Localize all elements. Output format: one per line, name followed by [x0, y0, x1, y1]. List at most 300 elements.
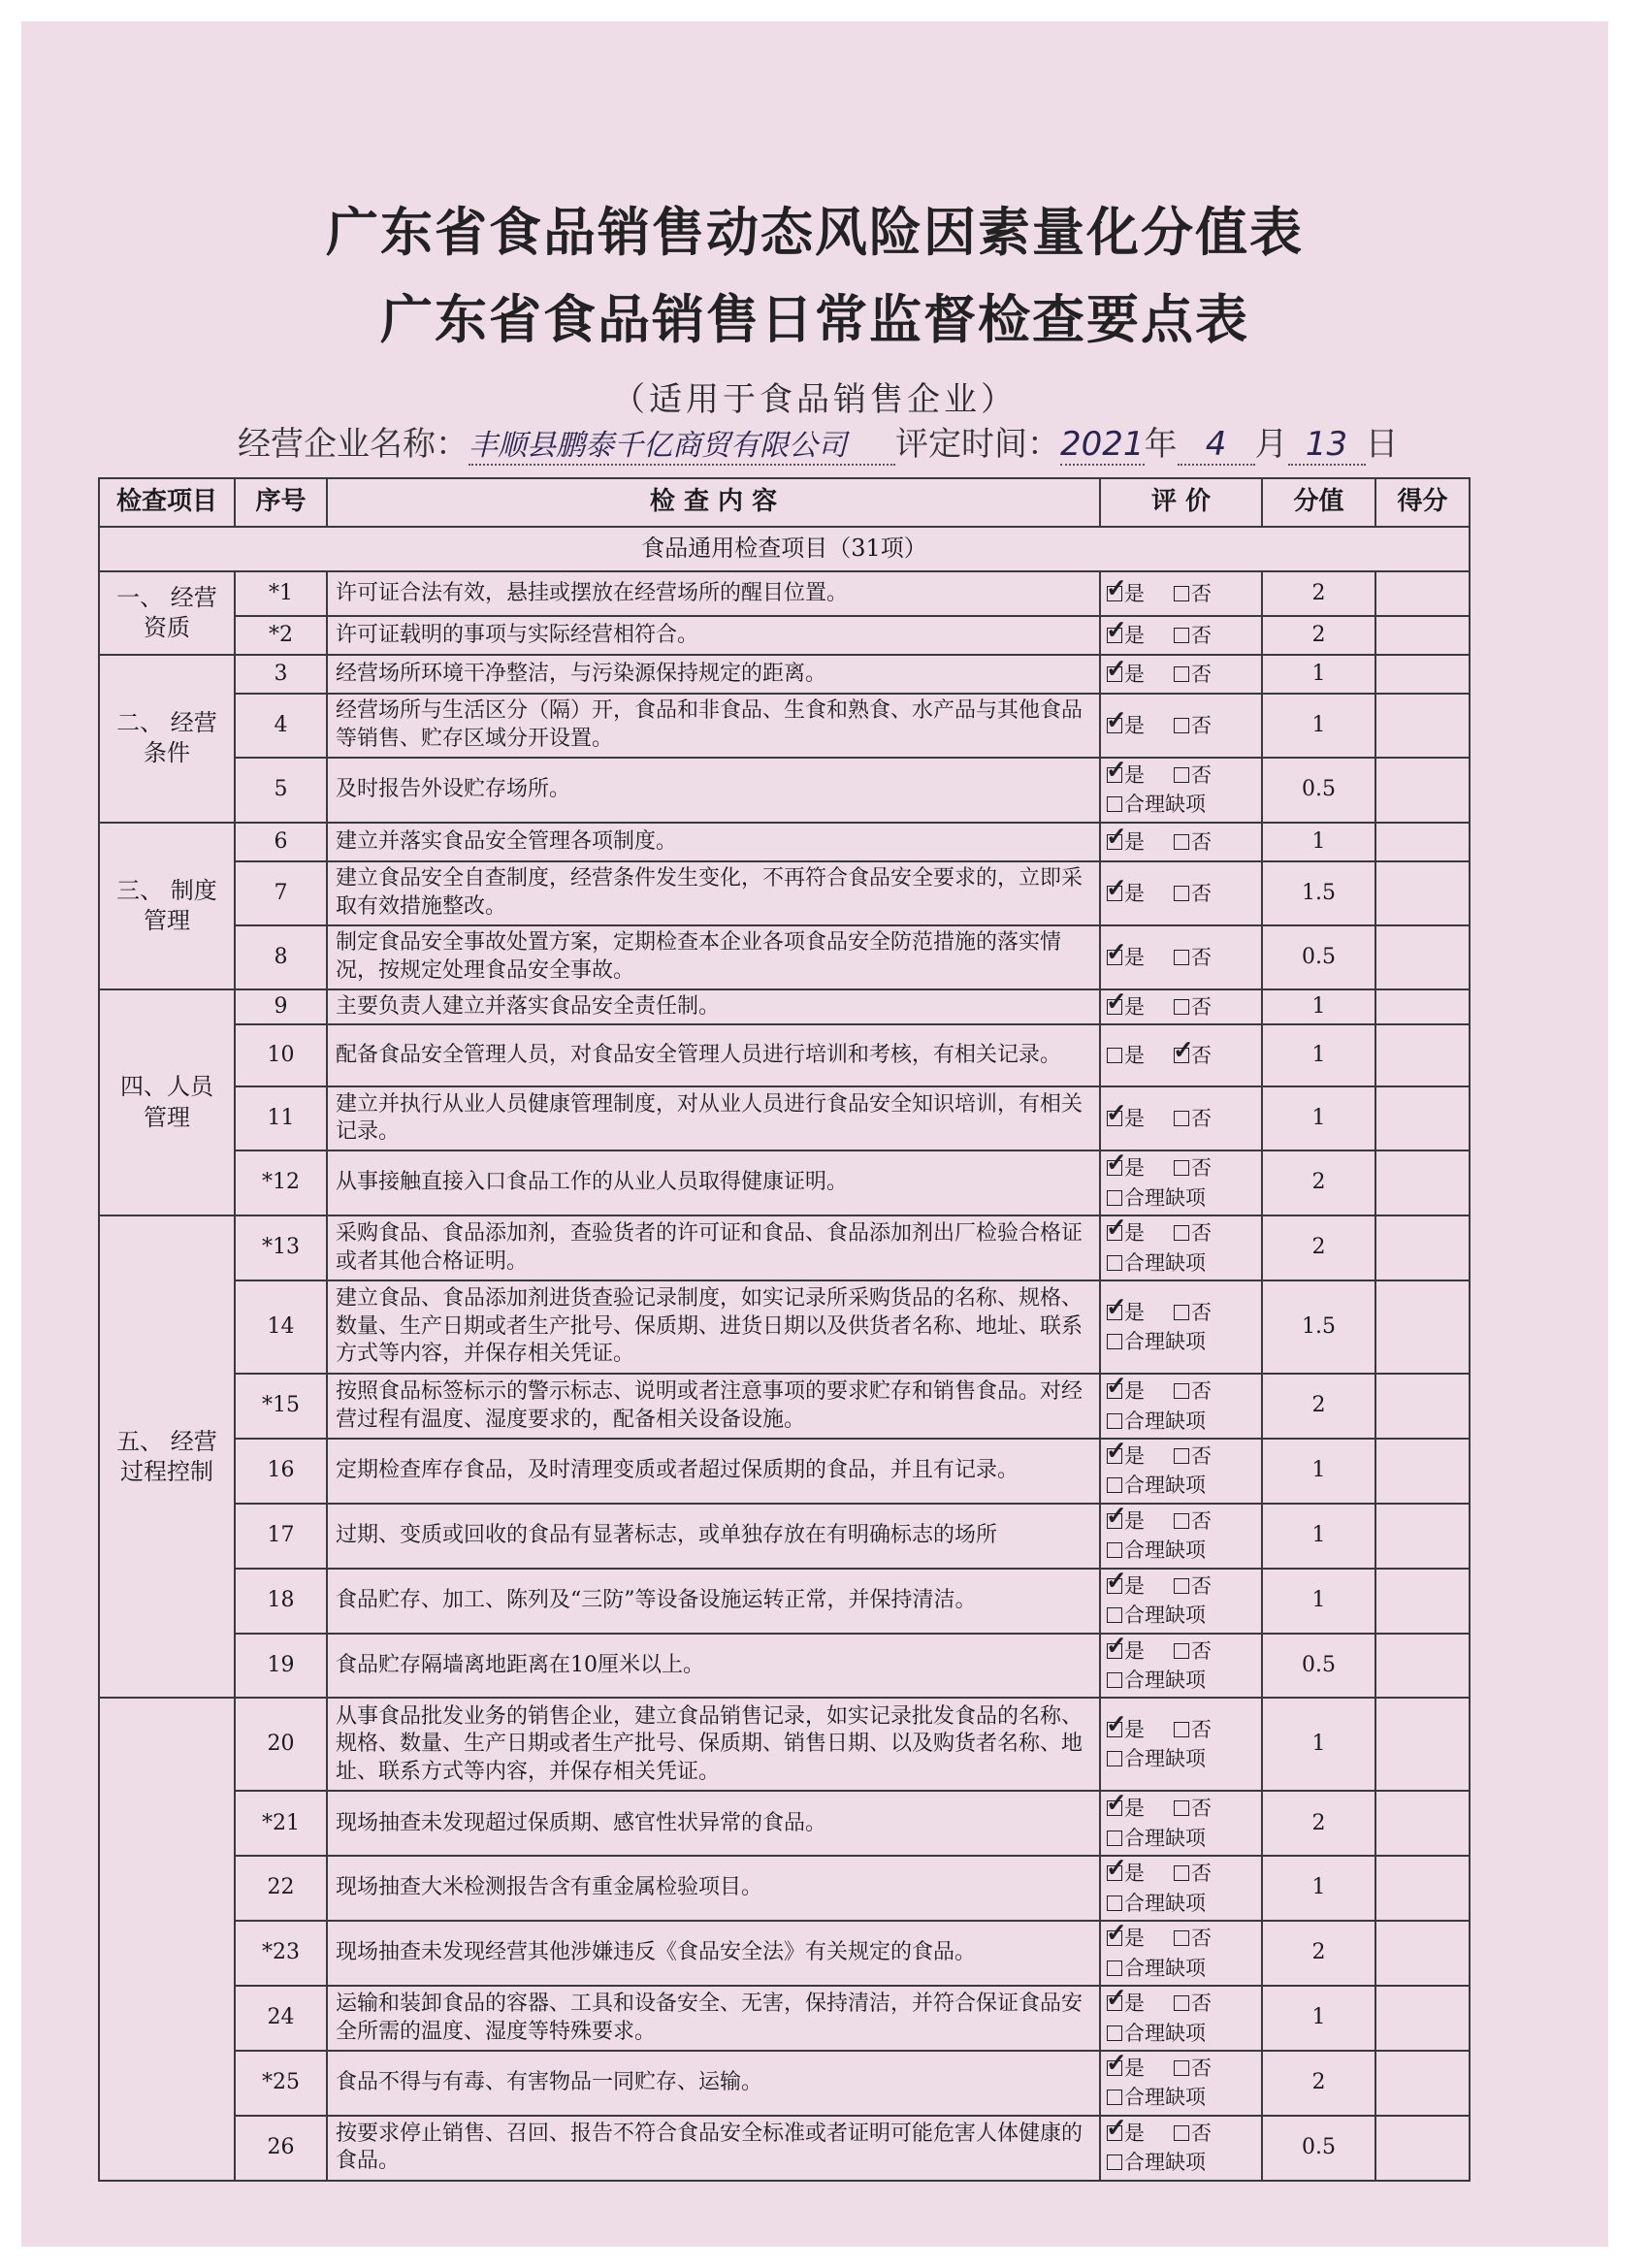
option-na[interactable]: [1107, 1536, 1206, 1565]
score-cell: 2: [1262, 1791, 1375, 1856]
option-yes[interactable]: [1107, 660, 1145, 689]
checkbox-icon[interactable]: [1107, 1190, 1122, 1206]
result-cell[interactable]: [1375, 2051, 1470, 2116]
option-no[interactable]: [1174, 2119, 1212, 2148]
option-no[interactable]: [1174, 621, 1212, 650]
checkbox-icon[interactable]: [1174, 1383, 1189, 1399]
category-cell: 三、 制度 管理: [99, 823, 235, 989]
option-label: 否: [1191, 1992, 1212, 2016]
seq-cell: 26: [235, 2116, 327, 2181]
option-label: 是: [1124, 1107, 1145, 1131]
subtitle: （适用于食品销售企业）: [612, 380, 1018, 419]
option-yes[interactable]: [1107, 1153, 1145, 1183]
score-cell: 1: [1262, 655, 1375, 694]
option-na[interactable]: [1107, 2083, 1206, 2112]
seq-cell: 7: [235, 861, 327, 925]
option-no[interactable]: [1174, 1507, 1212, 1536]
evaluation-cell: [1100, 1791, 1262, 1856]
checkbox-icon[interactable]: [1174, 666, 1189, 682]
inspection-table: [98, 477, 1471, 2182]
option-no[interactable]: [1174, 1298, 1212, 1327]
option-label: 否: [1191, 2121, 1212, 2145]
content-cell: 现场抽查未发现超过保质期、感官性状异常的食品。: [327, 1791, 1100, 1856]
result-cell[interactable]: [1375, 1569, 1470, 1634]
option-no[interactable]: [1174, 1571, 1212, 1601]
score-cell: 1.5: [1262, 1280, 1375, 1374]
checkbox-icon[interactable]: [1107, 1448, 1122, 1464]
option-label: 否: [1191, 1638, 1212, 1663]
option-na[interactable]: [1107, 1824, 1206, 1853]
category-cell: 一、 经营 资质: [99, 571, 235, 655]
option-yes[interactable]: [1107, 1442, 1145, 1471]
result-cell[interactable]: [1375, 925, 1470, 989]
checkbox-icon[interactable]: [1107, 2155, 1122, 2170]
option-yes[interactable]: [1107, 1104, 1145, 1133]
evaluation-cell: [1100, 655, 1262, 694]
checkbox-icon[interactable]: [1107, 2025, 1122, 2041]
option-yes[interactable]: [1107, 827, 1145, 857]
option-no[interactable]: [1174, 1989, 1212, 2018]
checkbox-icon[interactable]: [1174, 834, 1189, 850]
table-row: [99, 1569, 1470, 1634]
checkbox-icon[interactable]: [1174, 950, 1189, 965]
checkbox-icon[interactable]: [1107, 1722, 1122, 1737]
checkbox-icon[interactable]: [1174, 1048, 1189, 1063]
option-label: 否: [1191, 1221, 1212, 1246]
checkbox-icon[interactable]: [1107, 1607, 1122, 1623]
table-row: [99, 694, 1470, 758]
checkbox-icon[interactable]: [1174, 1111, 1189, 1126]
option-label: 否: [1191, 881, 1212, 905]
seq-cell: 20: [235, 1698, 327, 1791]
option-yes[interactable]: [1107, 761, 1145, 790]
checkbox-icon[interactable]: [1174, 628, 1189, 643]
option-yes[interactable]: [1107, 2054, 1145, 2083]
option-yes[interactable]: [1107, 1218, 1145, 1247]
checkbox-icon[interactable]: [1107, 1751, 1122, 1766]
checkbox-icon[interactable]: [1107, 1477, 1122, 1493]
seq-cell: 10: [235, 1024, 327, 1086]
option-no[interactable]: [1174, 879, 1212, 908]
table-row: [99, 616, 1470, 655]
checkbox-icon[interactable]: [1107, 1383, 1122, 1399]
result-cell[interactable]: [1375, 1856, 1470, 1921]
checkbox-icon[interactable]: [1174, 2125, 1189, 2141]
option-label: 是: [1124, 1927, 1145, 1951]
table-row: [99, 823, 1470, 861]
option-no[interactable]: [1174, 1153, 1212, 1183]
content-cell: 现场抽查大米检测报告含有重金属检验项目。: [327, 1856, 1100, 1921]
option-no[interactable]: [1174, 579, 1212, 608]
content-cell: 许可证合法有效，悬挂或摆放在经营场所的醒目位置。: [327, 571, 1100, 616]
checkbox-icon[interactable]: [1174, 718, 1189, 733]
content-cell: 许可证载明的事项与实际经营相符合。: [327, 616, 1100, 655]
table-row: [99, 1150, 1470, 1215]
content-cell: 运输和装卸食品的容器、工具和设备安全、无害，保持清洁，并符合保证食品安全所需的温度、湿度等特殊要求。: [327, 1986, 1100, 2051]
option-na[interactable]: [1107, 790, 1206, 819]
checkbox-icon[interactable]: [1107, 1960, 1122, 1976]
table-row: [99, 2116, 1470, 2181]
score-cell: 0.5: [1262, 2116, 1375, 2181]
option-yes[interactable]: [1107, 711, 1145, 740]
option-yes[interactable]: [1107, 879, 1145, 908]
option-na[interactable]: [1107, 1327, 1206, 1356]
seq-cell: *12: [235, 1150, 327, 1215]
option-no[interactable]: [1174, 827, 1212, 857]
result-cell[interactable]: [1375, 823, 1470, 861]
evaluation-cell: [1100, 616, 1262, 655]
checkbox-icon[interactable]: [1107, 1895, 1122, 1911]
checkbox-icon[interactable]: [1107, 1160, 1122, 1176]
checkbox-icon[interactable]: [1107, 1334, 1122, 1349]
option-no[interactable]: [1174, 660, 1212, 689]
checkbox-icon[interactable]: [1107, 628, 1122, 643]
option-no[interactable]: [1174, 1104, 1212, 1133]
seq-cell: *23: [235, 1921, 327, 1986]
option-yes[interactable]: [1107, 992, 1145, 1021]
table-row: [99, 989, 1470, 1024]
content-cell: 配备食品安全管理人员，对食品安全管理人员进行培训和考核，有相关记录。: [327, 1024, 1100, 1086]
option-label: 是: [1124, 994, 1145, 1019]
checkbox-icon[interactable]: [1107, 2090, 1122, 2105]
content-cell: 经营场所环境干净整洁，与污染源保持规定的距离。: [327, 655, 1100, 694]
evaluation-cell: [1100, 861, 1262, 925]
checkbox-icon[interactable]: [1107, 1995, 1122, 2011]
checkbox-icon[interactable]: [1107, 1831, 1122, 1846]
option-label: 合理缺项: [1124, 1747, 1206, 1771]
result-cell[interactable]: [1375, 1150, 1470, 1215]
option-label: 否: [1191, 1573, 1212, 1598]
result-cell[interactable]: [1375, 1374, 1470, 1439]
seq-cell: 11: [235, 1086, 327, 1150]
checkbox-icon[interactable]: [1174, 1930, 1189, 1946]
result-cell[interactable]: [1375, 1086, 1470, 1150]
checkbox-icon[interactable]: [1107, 1800, 1122, 1816]
evaluation-cell: [1100, 1150, 1262, 1215]
option-na[interactable]: [1107, 1666, 1206, 1695]
company-label: 经营企业名称：: [238, 425, 469, 464]
checkbox-icon[interactable]: [1174, 1995, 1189, 2011]
score-cell: 2: [1262, 1150, 1375, 1215]
result-cell[interactable]: [1375, 1986, 1470, 2051]
option-na[interactable]: [1107, 1248, 1206, 1278]
option-label: 是: [1124, 1300, 1145, 1324]
option-yes[interactable]: [1107, 1571, 1145, 1601]
checkbox-icon[interactable]: [1174, 767, 1189, 783]
category-cell: [99, 1698, 235, 2180]
seq-cell: *21: [235, 1791, 327, 1856]
content-cell: 现场抽查未发现经营其他涉嫌违反《食品安全法》有关规定的食品。: [327, 1921, 1100, 1986]
checkbox-icon[interactable]: [1107, 1513, 1122, 1529]
checkbox-icon[interactable]: [1107, 950, 1122, 965]
content-cell: 食品贮存隔墙离地距离在10厘米以上。: [327, 1634, 1100, 1699]
checkbox-icon[interactable]: [1107, 2125, 1122, 2141]
option-no[interactable]: [1174, 761, 1212, 790]
evaluation-cell: [1100, 2116, 1262, 2181]
score-cell: 2: [1262, 1215, 1375, 1280]
option-label: 是: [1124, 1638, 1145, 1663]
evaluation-cell: [1100, 1280, 1262, 1374]
result-cell[interactable]: [1375, 758, 1470, 823]
option-no[interactable]: [1174, 1794, 1212, 1823]
result-cell[interactable]: [1375, 1215, 1470, 1280]
option-label: 是: [1124, 763, 1145, 787]
score-cell: 1: [1262, 1986, 1375, 2051]
option-label: 是: [1124, 1156, 1145, 1181]
header-score: 分值: [1262, 478, 1375, 527]
year-unit: 年: [1144, 425, 1178, 464]
option-yes[interactable]: [1107, 1715, 1145, 1744]
checkbox-icon[interactable]: [1107, 1643, 1122, 1659]
option-no[interactable]: [1174, 1377, 1212, 1406]
checkbox-icon[interactable]: [1174, 1160, 1189, 1176]
score-cell: 1: [1262, 694, 1375, 758]
content-cell: 建立食品、食品添加剂进货查验记录制度，如实记录所采购货品的名称、规格、数量、生产日期或者生产批号、保质期、进货日期以及供货者名称、地址、联系方式等内容，并保存相关凭证。: [327, 1280, 1100, 1374]
option-na[interactable]: [1107, 1601, 1206, 1630]
option-no[interactable]: [1174, 711, 1212, 740]
option-label: 合理缺项: [1124, 1185, 1206, 1210]
content-cell: 定期检查库存食品，及时清理变质或者超过保质期的食品，并且有记录。: [327, 1439, 1100, 1504]
option-no[interactable]: [1174, 1636, 1212, 1666]
table-row: [99, 1791, 1470, 1856]
option-yes[interactable]: [1107, 621, 1145, 650]
checkbox-icon[interactable]: [1174, 1305, 1189, 1320]
date-year: 2021: [1060, 425, 1145, 464]
date-month: 4: [1178, 425, 1255, 466]
checkbox-icon[interactable]: [1107, 1865, 1122, 1881]
option-na[interactable]: [1107, 2148, 1206, 2177]
option-na[interactable]: [1107, 2019, 1206, 2048]
header-category: 检查项目: [99, 478, 235, 527]
evaluation-cell: [1100, 925, 1262, 989]
result-cell[interactable]: [1375, 616, 1470, 655]
table-row: [99, 1634, 1470, 1699]
option-label: 合理缺项: [1124, 793, 1206, 817]
month-unit: 月: [1254, 425, 1288, 464]
checkbox-icon[interactable]: [1107, 718, 1122, 733]
checkbox-icon[interactable]: [1174, 1513, 1189, 1529]
option-yes[interactable]: [1107, 1377, 1145, 1406]
option-label: 是: [1124, 581, 1145, 605]
table-row: [99, 925, 1470, 989]
option-na[interactable]: [1107, 1889, 1206, 1918]
option-no[interactable]: [1174, 2054, 1212, 2083]
option-label: 否: [1191, 1156, 1212, 1181]
checkbox-icon[interactable]: [1174, 1225, 1189, 1241]
option-yes[interactable]: [1107, 1794, 1145, 1823]
option-yes[interactable]: [1107, 1507, 1145, 1536]
option-label: 合理缺项: [1124, 2086, 1206, 2110]
score-cell: 1: [1262, 823, 1375, 861]
checkbox-icon[interactable]: [1107, 2060, 1122, 2076]
option-na[interactable]: [1107, 1183, 1206, 1213]
evaluation-cell: [1100, 1921, 1262, 1986]
option-label: 合理缺项: [1124, 1604, 1206, 1628]
option-label: 是: [1124, 1508, 1145, 1533]
option-label: 是: [1124, 1862, 1145, 1886]
option-label: 是: [1124, 2056, 1145, 2080]
checkbox-icon[interactable]: [1107, 1255, 1122, 1271]
evaluation-cell: [1100, 1569, 1262, 1634]
option-label: 否: [1191, 1107, 1212, 1131]
result-cell[interactable]: [1375, 1504, 1470, 1569]
result-cell[interactable]: [1375, 1698, 1470, 1791]
title-1: 广东省食品销售动态风险因素量化分值表: [326, 202, 1304, 263]
content-cell: 主要负责人建立并落实食品安全责任制。: [327, 989, 1100, 1024]
evaluation-cell: [1100, 1634, 1262, 1699]
table-row: [99, 1698, 1470, 1791]
option-no[interactable]: [1174, 1859, 1212, 1888]
checkbox-icon[interactable]: [1174, 1448, 1189, 1464]
result-cell[interactable]: [1375, 861, 1470, 925]
date-day: 13: [1288, 425, 1366, 466]
seq-cell: 22: [235, 1856, 327, 1921]
option-label: 合理缺项: [1124, 1891, 1206, 1915]
checkbox-icon[interactable]: [1174, 1722, 1189, 1737]
table-row: [99, 655, 1470, 694]
content-cell: 经营场所与生活区分（隔）开，食品和非食品、生食和熟食、水产品与其他食品等销售、贮存区域分开设置。: [327, 694, 1100, 758]
option-yes[interactable]: [1107, 1989, 1145, 2018]
option-label: 是: [1124, 623, 1145, 647]
result-cell[interactable]: [1375, 1439, 1470, 1504]
result-cell[interactable]: [1375, 2116, 1470, 2181]
checkbox-icon[interactable]: [1107, 1672, 1122, 1688]
option-yes[interactable]: [1107, 1298, 1145, 1327]
option-label: 合理缺项: [1124, 2151, 1206, 2175]
option-yes[interactable]: [1107, 1924, 1145, 1953]
option-label: 是: [1124, 2121, 1145, 2145]
checkbox-icon[interactable]: [1107, 1048, 1122, 1063]
evaluation-cell: [1100, 571, 1262, 616]
score-cell: 2: [1262, 1921, 1375, 1986]
evaluation-cell: [1100, 694, 1262, 758]
header-result: 得分: [1375, 478, 1470, 527]
score-cell: 1: [1262, 1504, 1375, 1569]
section-title: 食品通用检查项目（31项）: [99, 527, 1470, 571]
option-no[interactable]: [1174, 1442, 1212, 1471]
evaluation-cell: [1100, 1086, 1262, 1150]
option-label: 否: [1191, 945, 1212, 969]
checkbox-icon[interactable]: [1107, 796, 1122, 812]
option-no[interactable]: [1174, 1924, 1212, 1953]
checkbox-icon[interactable]: [1107, 767, 1122, 783]
table-row: [99, 1215, 1470, 1280]
score-cell: 2: [1262, 616, 1375, 655]
checkbox-icon[interactable]: [1174, 886, 1189, 901]
option-label: 否: [1191, 1508, 1212, 1533]
result-cell[interactable]: [1375, 655, 1470, 694]
option-label: 是: [1124, 1992, 1145, 2016]
content-cell: 从事食品批发业务的销售企业，建立食品销售记录，如实记录批发食品的名称、规格、数量、生产日期或者生产批号、保质期、销售日期、以及购货者名称、地址、联系方式等内容，并保存相关凭证。: [327, 1698, 1100, 1791]
seq-cell: *2: [235, 616, 327, 655]
option-label: 否: [1191, 763, 1212, 787]
seq-cell: 24: [235, 1986, 327, 2051]
checkbox-icon[interactable]: [1107, 1542, 1122, 1558]
checkbox-icon[interactable]: [1174, 999, 1189, 1015]
content-cell: 从事接触直接入口食品工作的从业人员取得健康证明。: [327, 1150, 1100, 1215]
option-na[interactable]: [1107, 1954, 1206, 1983]
evaluation-cell: [1100, 1986, 1262, 2051]
evaluation-cell: [1100, 823, 1262, 861]
checkbox-icon[interactable]: [1107, 999, 1122, 1015]
option-yes[interactable]: [1107, 2119, 1145, 2148]
table-row: [99, 1856, 1470, 1921]
option-no[interactable]: [1174, 1041, 1212, 1070]
checkbox-icon[interactable]: [1107, 886, 1122, 901]
option-yes[interactable]: [1107, 1636, 1145, 1666]
checkbox-icon[interactable]: [1174, 1865, 1189, 1881]
checkbox-icon[interactable]: [1107, 1578, 1122, 1594]
checkbox-icon[interactable]: [1107, 834, 1122, 850]
result-cell[interactable]: [1375, 1634, 1470, 1699]
option-label: 是: [1124, 1718, 1145, 1741]
option-na[interactable]: [1107, 1744, 1206, 1773]
option-label: 是: [1124, 881, 1145, 905]
content-cell: 食品贮存、加工、陈列及“三防”等设备设施运转正常，并保持清洁。: [327, 1569, 1100, 1634]
category-cell: 二、 经营 条件: [99, 655, 235, 823]
option-label: 否: [1191, 1044, 1212, 1068]
result-cell[interactable]: [1375, 1791, 1470, 1856]
option-label: 否: [1191, 662, 1212, 686]
checkbox-icon[interactable]: [1107, 666, 1122, 682]
checkbox-icon[interactable]: [1174, 2060, 1189, 2076]
option-yes[interactable]: [1107, 943, 1145, 972]
option-no[interactable]: [1174, 1715, 1212, 1744]
evaluation-cell: [1100, 1698, 1262, 1791]
score-cell: 2: [1262, 2051, 1375, 2116]
checkbox-icon[interactable]: [1107, 1930, 1122, 1946]
seq-cell: 16: [235, 1439, 327, 1504]
checkbox-icon[interactable]: [1107, 1111, 1122, 1126]
score-cell: 0.5: [1262, 758, 1375, 823]
result-cell[interactable]: [1375, 1024, 1470, 1086]
table-row: [99, 1086, 1470, 1150]
checkbox-icon[interactable]: [1107, 1305, 1122, 1320]
seq-cell: 8: [235, 925, 327, 989]
seq-cell: 9: [235, 989, 327, 1024]
checkbox-icon[interactable]: [1107, 1413, 1122, 1429]
checkbox-icon[interactable]: [1174, 1578, 1189, 1594]
checkbox-icon[interactable]: [1107, 1225, 1122, 1241]
checkbox-icon[interactable]: [1107, 586, 1122, 601]
option-na[interactable]: [1107, 1471, 1206, 1500]
option-label: 是: [1124, 1379, 1145, 1404]
option-na[interactable]: [1107, 1407, 1206, 1436]
checkbox-icon[interactable]: [1174, 1643, 1189, 1659]
content-cell: 按要求停止销售、召回、报告不符合食品安全标准或者证明可能危害人体健康的食品。: [327, 2116, 1100, 2181]
result-cell[interactable]: [1375, 989, 1470, 1024]
table-row: [99, 861, 1470, 925]
seq-cell: 17: [235, 1504, 327, 1569]
result-cell[interactable]: [1375, 694, 1470, 758]
option-no[interactable]: [1174, 1218, 1212, 1247]
option-yes[interactable]: [1107, 1859, 1145, 1888]
result-cell[interactable]: [1375, 1280, 1470, 1374]
option-yes[interactable]: [1107, 579, 1145, 608]
score-cell: 1.5: [1262, 861, 1375, 925]
option-no[interactable]: [1174, 943, 1212, 972]
checkbox-icon[interactable]: [1174, 586, 1189, 601]
option-no[interactable]: [1174, 992, 1212, 1021]
option-label: 是: [1124, 1573, 1145, 1598]
option-label: 是: [1124, 662, 1145, 686]
checkbox-icon[interactable]: [1174, 1800, 1189, 1816]
result-cell[interactable]: [1375, 571, 1470, 616]
option-label: 是: [1124, 1443, 1145, 1468]
result-cell[interactable]: [1375, 1921, 1470, 1986]
score-cell: 1: [1262, 989, 1375, 1024]
option-yes[interactable]: [1107, 1041, 1145, 1070]
